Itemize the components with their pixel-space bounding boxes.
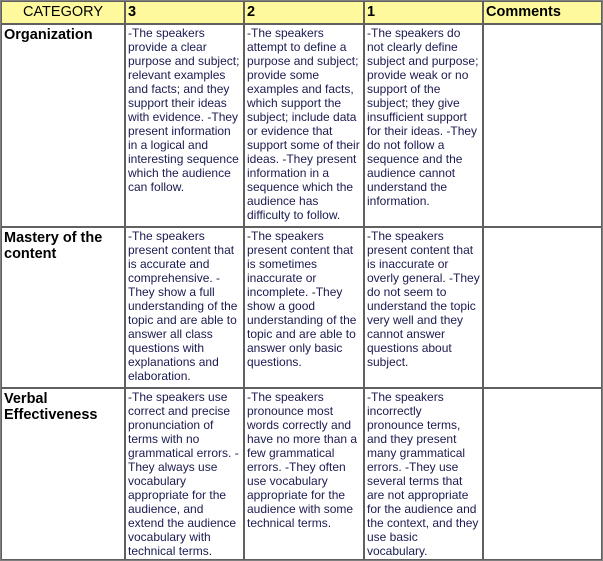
score-2-cell: -The speakers pronounce most words correctly and have no more than a few grammatical errors. -They often use vocabulary appropriate for the audience with some technical terms. [244,388,364,560]
category-cell: Mastery of the content [1,227,125,388]
score-3-cell: -The speakers use correct and precise pronunciation of terms with no grammatical errors. -They always use vocabulary appropriate for the audience, and extend the audience vocabulary with technical terms. [125,388,244,560]
score-2-cell: -The speakers present content that is sometimes inaccurate or incomplete. -They show a good understanding of the topic and are able to answer only basic questions. [244,227,364,388]
table-row [1,227,602,388]
score-3-cell: -The speakers provide a clear purpose and subject; relevant examples and facts; and they support their ideas with evidence. -They present information in a logical and interesting sequence which the audience can follow. [125,24,244,227]
category-cell: Verbal Effectiveness [1,388,125,560]
category-cell: Organization [1,24,125,227]
comments-cell[interactable] [483,388,602,560]
header-score-1: 1 [364,1,483,24]
score-3-cell: -The speakers present content that is accurate and comprehensive. -They show a full understanding of the topic and are able to answer all class questions with explanations and elaboration. [125,227,244,388]
score-1-cell: -The speakers incorrectly pronounce terms, and they present many grammatical errors. -They use several terms that are not appropriate for the audience and the context, and they use basic vocabulary. [364,388,483,560]
header-comments: Comments [483,1,602,24]
score-2-cell: -The speakers attempt to define a purpose and subject; provide some examples and facts, which support the subject; include data or evidence that support some of their ideas. -They present information in a sequence which the audience has difficulty to follow. [244,24,364,227]
comments-cell[interactable] [483,227,602,388]
header-row [1,1,602,24]
header-score-3: 3 [125,1,244,24]
score-1-cell: -The speakers present content that is inaccurate or overly general. -They do not seem to understand the topic very well and they cannot answer questions about subject. [364,227,483,388]
table-row [1,388,602,560]
score-1-cell: -The speakers do not clearly define subject and purpose; provide weak or no support of the subject; they give insufficient support for their ideas. -They do not follow a sequence and the audience cannot understand the information. [364,24,483,227]
comments-cell[interactable] [483,24,602,227]
header-score-2: 2 [244,1,364,24]
table-row [1,24,602,227]
header-category: CATEGORY [1,1,125,24]
